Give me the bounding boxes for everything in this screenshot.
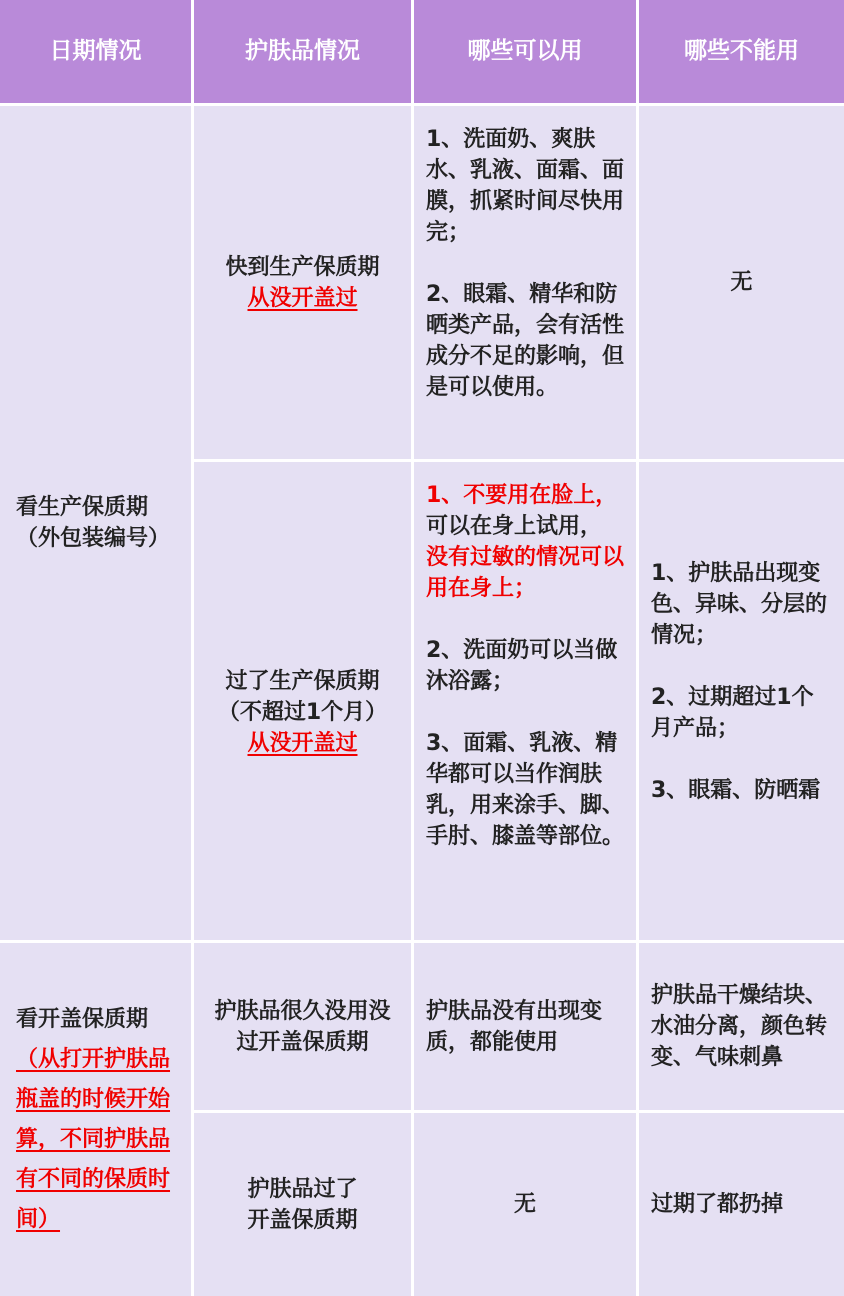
date-cell-production: [0, 106, 191, 940]
usable-past-expiry-warning: 1、不要用在脸上，: [426, 483, 618, 508]
usable-cell-opened-expired: [414, 1113, 636, 1296]
header-usable: [414, 0, 636, 103]
header-product: [194, 0, 411, 103]
usable-near-expiry-item-2: 2、眼霜、精华和防晒类产品，会有活性成分不足的影响，但是可以使用。: [426, 282, 625, 400]
product-cell-past-expiry: [194, 462, 411, 940]
product-opened-expired-line-2: 开盖保质期: [247, 1207, 358, 1233]
not-usable-past-expiry-item-1: 1、护肤品出现变色、异味、分层的情况；: [651, 561, 828, 648]
usable-cell-unused-long: [414, 943, 636, 1110]
not-usable-near-expiry-text: 无: [730, 270, 753, 295]
not-usable-cell-near-expiry: [639, 106, 844, 459]
product-cell-near-expiry: [194, 106, 411, 459]
header-usable-label: 哪些可以用: [467, 38, 583, 64]
usable-cell-past-expiry: [414, 462, 636, 940]
header-product-label: 护肤品情况: [245, 38, 360, 64]
product-past-expiry-text: 过了生产保质期: [225, 668, 380, 694]
product-cell-opened-expired: [194, 1113, 411, 1296]
usable-past-expiry-item-2: 2、洗面奶可以当做沐浴露；: [426, 638, 618, 694]
not-usable-unused-long-text: 护肤品干燥结块、水油分离，颜色转变、气味刺鼻: [651, 983, 828, 1070]
usable-past-expiry-item-1: [426, 480, 624, 604]
date-production-title: 看生产保质期: [16, 495, 149, 520]
product-cell-unused-long: [194, 943, 411, 1110]
header-not-usable-label: 哪些不能用: [684, 38, 799, 64]
usable-opened-expired-text: 无: [513, 1192, 536, 1217]
header-not-usable: [639, 0, 844, 103]
product-near-expiry-unopened: 从没开盖过: [247, 285, 358, 311]
date-cell-opened: [0, 943, 191, 1296]
product-past-expiry-limit: （不超过1个月）: [217, 699, 388, 725]
usable-past-expiry-body-trial: 可以在身上试用，: [426, 514, 603, 539]
date-production-note: （外包装编号）: [16, 526, 171, 551]
usable-near-expiry-item-1: 1、洗面奶、爽肤水、乳液、面霜、面膜，抓紧时间尽快用完；: [426, 127, 625, 245]
usable-past-expiry-item-3: 3、面霜、乳液、精华都可以当作润肤乳，用来涂手、脚、手肘、膝盖等部位。: [426, 731, 625, 849]
not-usable-cell-past-expiry: [639, 462, 844, 940]
not-usable-past-expiry-item-2: 2、过期超过1个月产品；: [651, 685, 814, 741]
product-opened-expired-line-1: 护肤品过了: [247, 1176, 358, 1202]
usable-past-expiry-no-allergy: 没有过敏的情况可以用在身上；: [426, 545, 625, 601]
date-opened-title: 看开盖保质期: [16, 1006, 149, 1032]
not-usable-cell-opened-expired: [639, 1113, 844, 1296]
product-near-expiry-text: 快到生产保质期: [225, 254, 380, 280]
usable-unused-long-text: 护肤品没有出现变质，都能使用: [426, 998, 603, 1055]
header-date: [0, 0, 191, 103]
product-past-expiry-unopened: 从没开盖过: [247, 730, 358, 756]
not-usable-opened-expired-text: 过期了都扔掉: [651, 1192, 784, 1217]
date-opened-note: （从打开护肤品瓶盖的时候开始算，不同护肤品有不同的保质时间）: [16, 1046, 171, 1232]
not-usable-cell-unused-long: [639, 943, 844, 1110]
header-date-label: 日期情况: [49, 38, 142, 64]
usable-cell-near-expiry: [414, 106, 636, 459]
product-unused-long-text: 护肤品很久没用没过开盖保质期: [214, 998, 391, 1055]
not-usable-past-expiry-item-3: 3、眼霜、防晒霜: [651, 778, 821, 803]
